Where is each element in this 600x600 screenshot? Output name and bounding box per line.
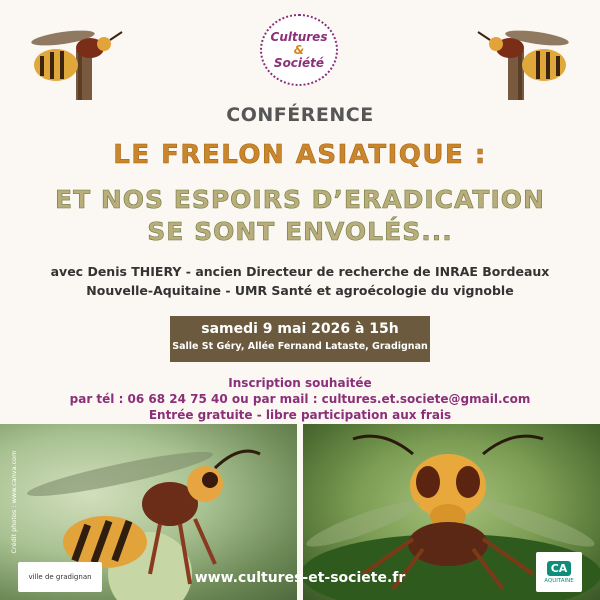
website-link[interactable]: www.cultures-et-societe.fr	[194, 570, 406, 586]
credit-agricole-logo	[536, 552, 582, 592]
speaker-line1: avec Denis THIERY - ancien Directeur de recherche de INRAE Bordeaux	[50, 264, 550, 279]
ca-label: AQUITAINE	[544, 577, 574, 584]
cultures-societe-logo	[260, 14, 338, 86]
hornet-left-icon	[18, 20, 128, 100]
event-date: samedi 9 mai 2026 à 15h	[201, 321, 399, 337]
inscription-title: Inscription souhaitée	[228, 376, 372, 390]
hornet-right-icon	[472, 20, 582, 100]
conference-heading: CONFÉRENCE	[226, 104, 374, 126]
gradignan-label: ville de gradignan	[28, 573, 92, 581]
speaker-info	[0, 262, 600, 300]
photo-credit-text: Crédit photos : www.canva.com	[10, 450, 18, 554]
title-line1: LE FRELON ASIATIQUE :	[113, 140, 487, 170]
event-venue: Salle St Géry, Allée Fernand Lataste, Gradignan	[172, 341, 428, 352]
ca-mark: CA	[547, 561, 572, 576]
title-line3: SE SONT ENVOLÉS...	[147, 217, 453, 246]
entry-info: Entrée gratuite - libre participation aux frais	[148, 408, 452, 422]
logo-line3: Société	[273, 55, 325, 70]
title-line2: ET NOS ESPOIRS D’ERADICATION	[55, 185, 545, 214]
logo-line2: &	[293, 42, 305, 57]
speaker-line2: Nouvelle-Aquitaine - UMR Santé et agroécologie du vignoble	[86, 283, 514, 298]
inscription-info	[0, 375, 600, 423]
photo-credit	[4, 438, 16, 578]
contact-info[interactable]: par tél : 06 68 24 75 40 ou par mail : cultures.et.societe@gmail.com	[69, 392, 531, 406]
date-box	[170, 316, 430, 362]
title-subtitle	[0, 184, 600, 248]
logo-line1: Cultures	[270, 29, 328, 44]
